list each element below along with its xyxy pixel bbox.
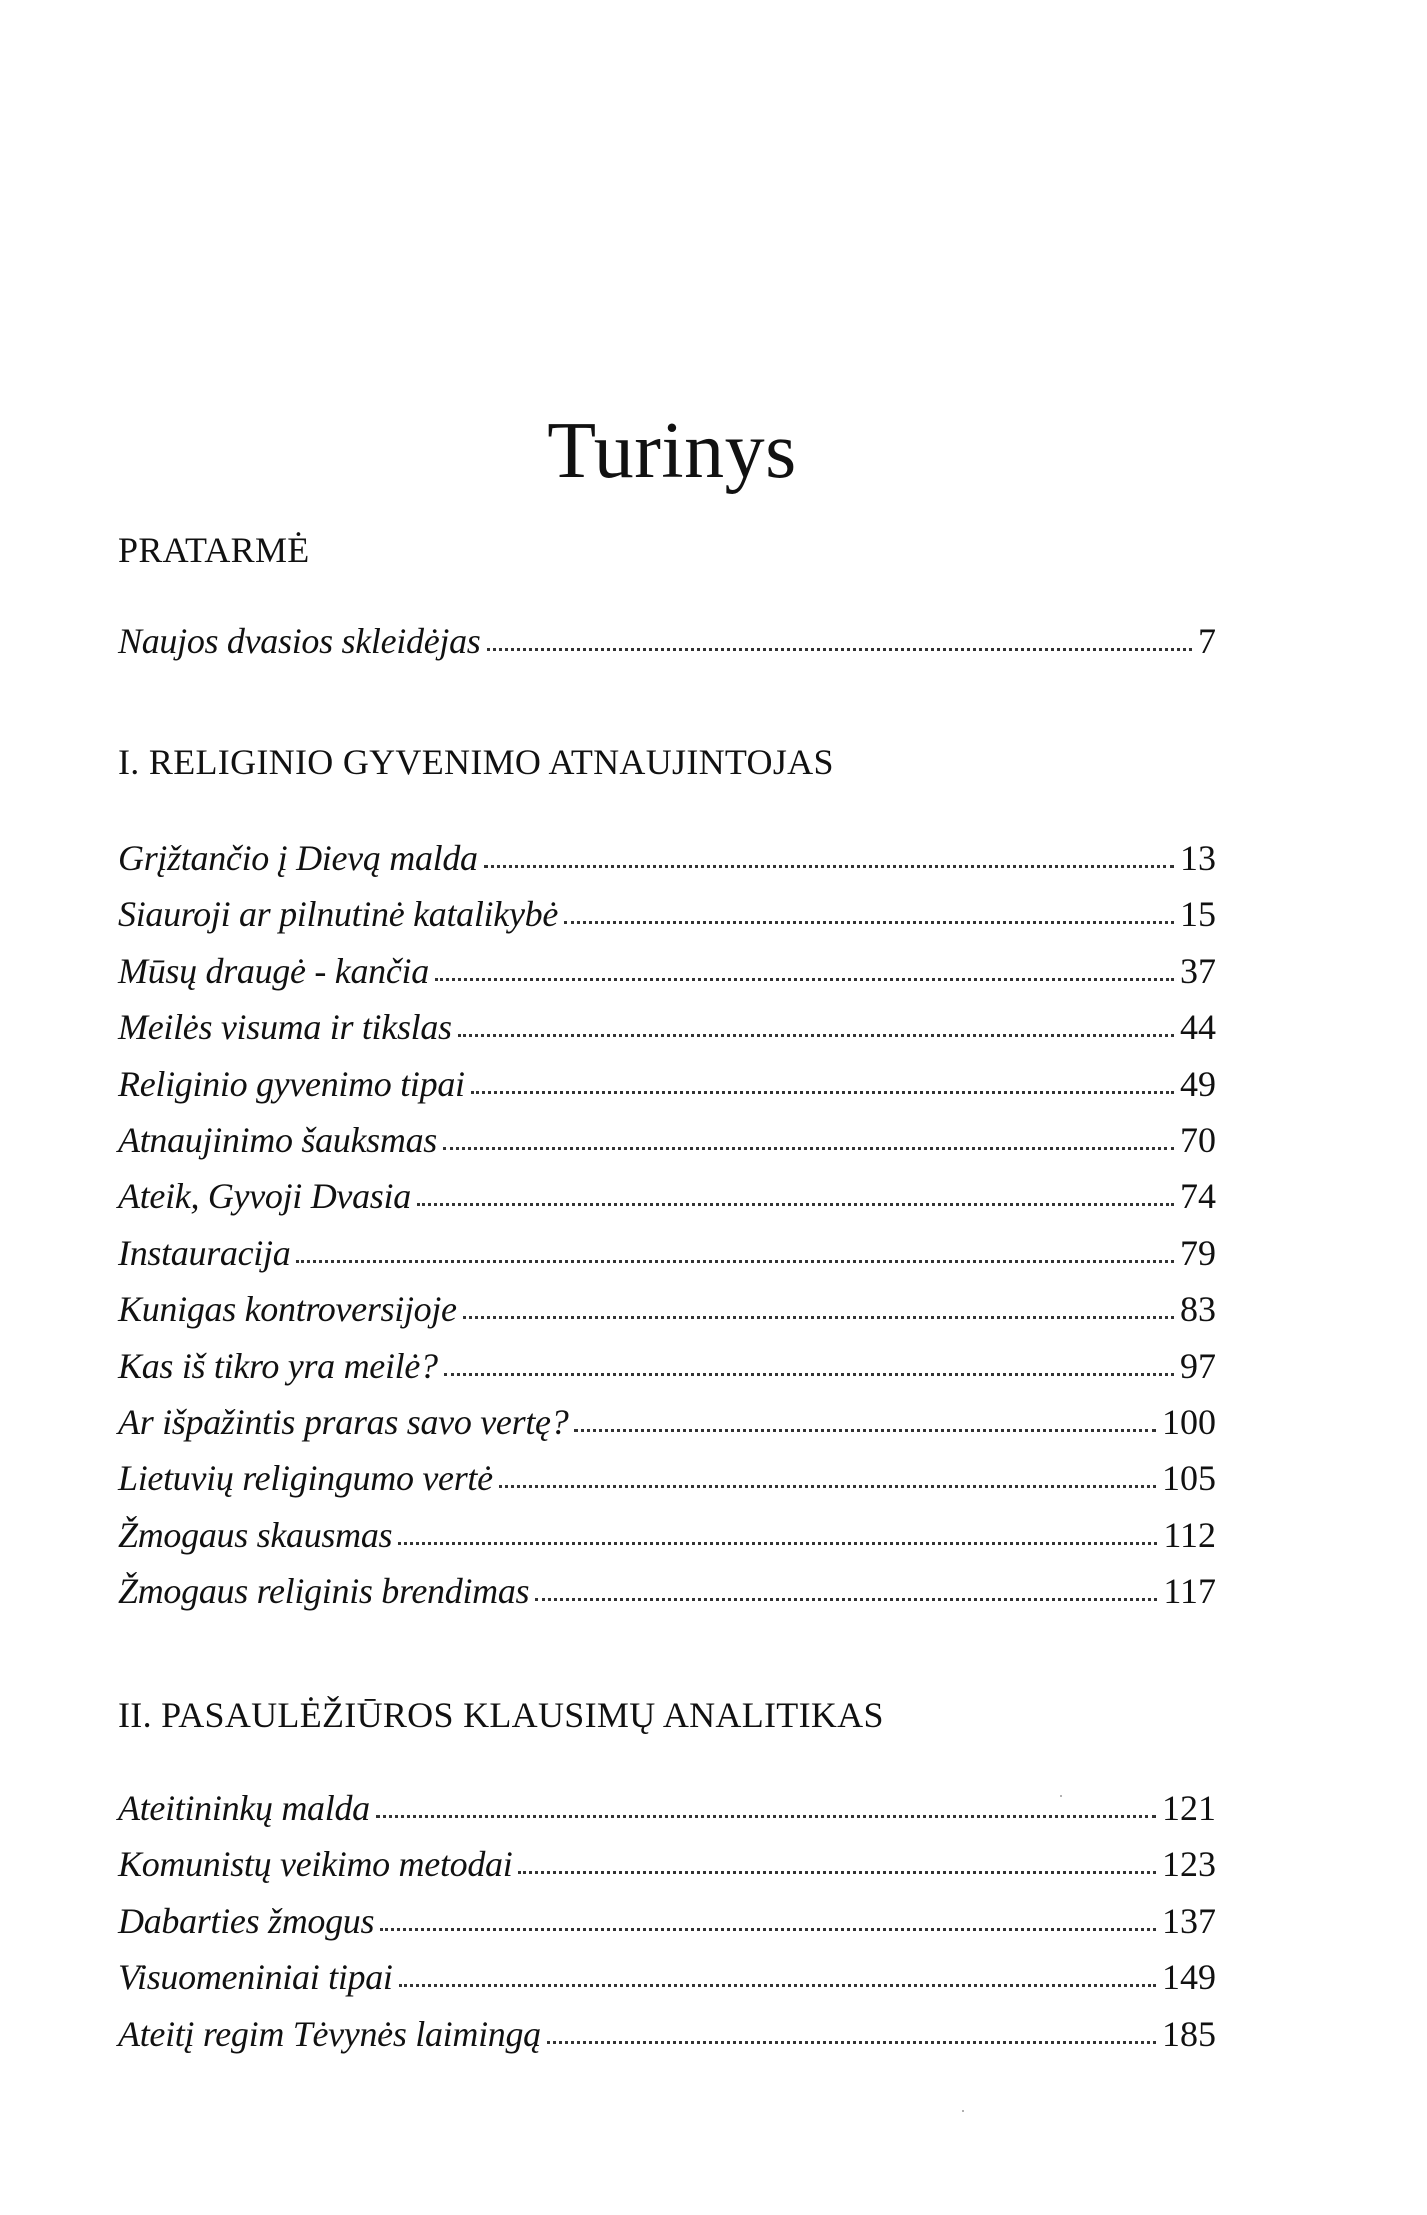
dot-leader [380,1928,1156,1931]
toc-entry[interactable] [118,830,1216,886]
toc-entry-title: Kas iš tikro yra meilė? [118,1345,438,1386]
toc-entry-title: Lietuvių religingumo vertė [118,1458,493,1499]
dot-leader [535,1598,1157,1601]
toc-entry-title: Siauroji ar pilnutinė katalikybė [118,894,558,935]
toc-entry-page: 37 [1180,950,1216,991]
toc-entry-page: 15 [1180,894,1216,935]
section-heading-preface: PRATARMĖ [118,530,310,570]
toc-entry[interactable] [118,1949,1216,2005]
dot-leader [547,2041,1156,2044]
toc-entry-title: Naujos dvasios skleidėjas [118,621,481,661]
toc-entry-page: 105 [1162,1458,1216,1499]
toc-entry-title: Žmogaus skausmas [118,1514,393,1555]
toc-entry-title: Ateitį regim Tėvynės laimingą [118,2013,541,2054]
toc-entry-title: Religinio gyvenimo tipai [118,1063,465,1104]
toc-entry[interactable] [118,886,1216,942]
toc-entry[interactable] [118,1780,1216,1836]
toc-entry-title: Ateitininkų malda [118,1788,370,1828]
toc-entry-title: Atnaujinimo šauksmas [118,1119,438,1160]
toc-entry-page: 112 [1163,1514,1216,1555]
scan-speck [1060,1795,1062,1797]
toc-list-part-2 [118,1780,1216,2062]
toc-entry-page: 70 [1180,1119,1216,1160]
dot-leader [574,1429,1156,1432]
toc-entry-title: Žmogaus religinis brendimas [118,1571,530,1612]
toc-entry-page: 97 [1180,1345,1216,1386]
toc-entry[interactable] [118,1507,1216,1563]
dot-leader [376,1815,1156,1818]
section-heading-part-1: I. RELIGINIO GYVENIMO ATNAUJINTOJAS [118,742,834,782]
section-heading-part-2: II. PASAULĖŽIŪROS KLAUSIMŲ ANALITIKAS [118,1695,884,1735]
dot-leader [398,1542,1157,1545]
toc-entry[interactable] [118,1450,1216,1506]
dot-leader [471,1091,1174,1094]
toc-entry-title: Ateik, Gyvoji Dvasia [118,1176,411,1217]
dot-leader [487,648,1193,651]
toc-entry[interactable] [118,943,1216,999]
dot-leader [296,1260,1174,1263]
toc-list-preface [118,613,1216,669]
toc-entry[interactable] [118,1394,1216,1450]
toc-entry[interactable] [118,613,1216,669]
toc-entry[interactable] [118,2006,1216,2062]
toc-entry-page: 13 [1180,838,1216,878]
dot-leader [518,1871,1156,1874]
page-title: Turinys [547,406,797,495]
toc-entry-page: 123 [1162,1844,1216,1885]
toc-entry[interactable] [118,1112,1216,1168]
toc-entry-page: 137 [1162,1900,1216,1941]
toc-entry-title: Meilės visuma ir tikslas [118,1007,452,1048]
toc-entry-page: 100 [1162,1401,1216,1442]
toc-entry-page: 121 [1162,1788,1216,1828]
toc-entry-page: 44 [1180,1007,1216,1048]
scan-speck [962,2110,964,2112]
toc-entry[interactable] [118,1836,1216,1892]
toc-entry[interactable] [118,1563,1216,1619]
toc-entry-title: Komunistų veikimo metodai [118,1844,513,1885]
toc-entry-page: 149 [1162,1957,1216,1998]
toc-entry-page: 79 [1180,1232,1216,1273]
toc-entry[interactable] [118,999,1216,1055]
toc-entry-page: 49 [1180,1063,1216,1104]
toc-entry-page: 83 [1180,1289,1216,1330]
dot-leader [443,1147,1174,1150]
toc-entry-page: 185 [1162,2013,1216,2054]
dot-leader [458,1034,1174,1037]
toc-entry-title: Kunigas kontroversijoje [118,1289,457,1330]
dot-leader [444,1373,1174,1376]
dot-leader [484,865,1174,868]
dot-leader [463,1316,1174,1319]
dot-leader [435,978,1174,981]
toc-entry-title: Ar išpažintis praras savo vertę? [118,1401,569,1442]
dot-leader [417,1203,1174,1206]
toc-entry[interactable] [118,1056,1216,1112]
toc-entry-title: Grįžtančio į Dievą malda [118,838,478,878]
toc-list-part-1 [118,830,1216,1619]
toc-entry[interactable] [118,1225,1216,1281]
toc-entry-title: Visuomeniniai tipai [118,1957,393,1998]
toc-entry[interactable] [118,1338,1216,1394]
toc-entry[interactable] [118,1168,1216,1224]
dot-leader [499,1485,1156,1488]
toc-entry[interactable] [118,1281,1216,1337]
toc-entry-title: Dabarties žmogus [118,1900,375,1941]
toc-entry-page: 74 [1180,1176,1216,1217]
toc-entry-title: Mūsų draugė - kančia [118,950,429,991]
toc-entry-title: Instauracija [118,1232,291,1273]
toc-entry-page: 117 [1163,1571,1216,1612]
toc-entry[interactable] [118,1893,1216,1949]
dot-leader [399,1984,1156,1987]
toc-entry-page: 7 [1198,621,1216,661]
dot-leader [564,921,1174,924]
